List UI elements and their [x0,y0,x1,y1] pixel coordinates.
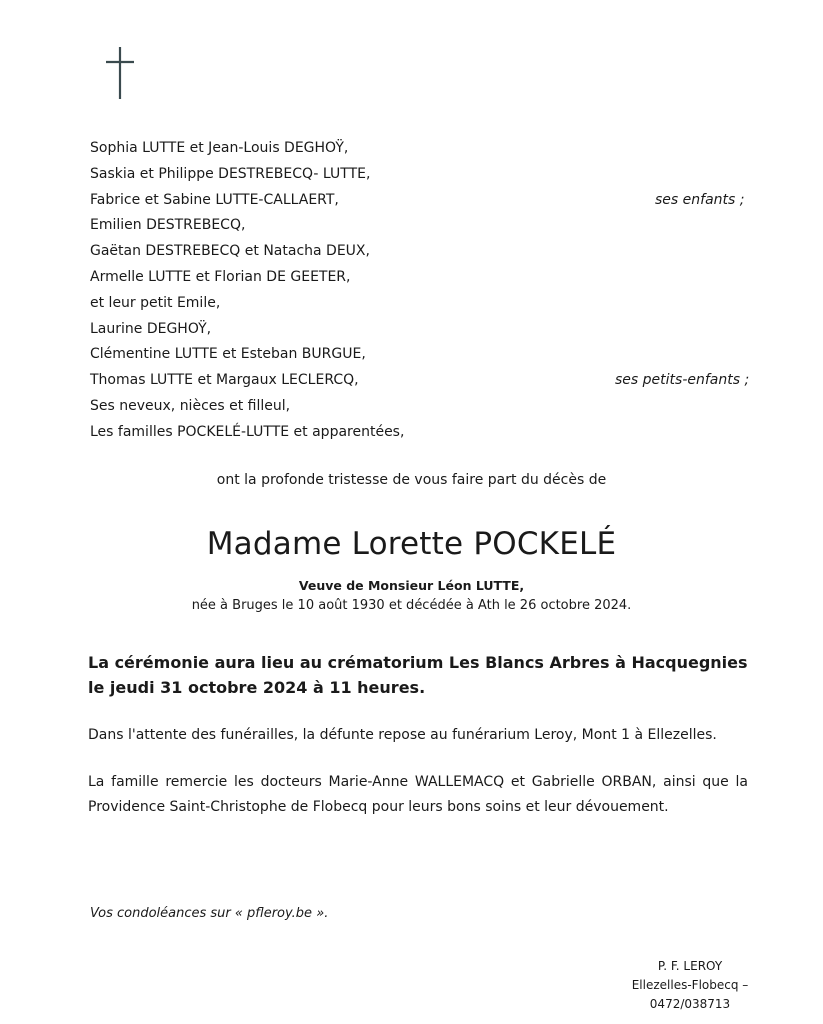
family-member [90,291,750,317]
thanks-paragraph: La famille remercie les docteurs Marie-Anne WALLEMACQ et Gabrielle ORBAN, ainsi que la Providence Saint-Christophe de Flobecq pour leurs bons soins et leur dévouement. [88,774,748,815]
family-member [90,136,750,162]
birth-death-dates: née à Bruges le 10 août 1930 et décédée à Ath le 26 octobre 2024. [191,598,632,613]
family-relation: ses petits-enfants ; [615,372,750,389]
family-member-name: Clémentine LUTTE et Esteban BURGUE, [90,346,366,363]
family-member [90,213,750,239]
funeral-home-contact: Ellezelles-Flobecq – 0472/038713 [631,978,749,1011]
family-relation: ses enfants ; [655,191,745,208]
family-member-name: Ses neveux, nièces et filleul, [90,397,291,414]
family-member-name: et leur petit Emile, [90,294,221,311]
family-member-name: Les familles POCKELÉ-LUTTE et apparentées, [90,423,405,440]
family-member [90,368,750,394]
deceased-name: Madame Lorette POCKELÉ [206,526,617,562]
family-member [90,420,750,446]
family-member [90,342,750,368]
funeral-home-block [600,957,780,1014]
ceremony-info: La cérémonie aura lieu au crématorium Les Blancs Arbres à Hacquegnies le jeudi 31 octobre 2024 à 11 heures. [88,653,748,697]
family-member-name: Gaëtan DESTREBECQ et Natacha DEUX, [90,243,370,260]
family-member [90,394,750,420]
family-member [90,162,750,188]
cross-icon [103,45,137,101]
repose-info: Dans l'attente des funérailles, la défunte repose au funérarium Leroy, Mont 1 à Ellezelles. [88,727,717,743]
family-member [90,317,750,343]
family-member-name: Sophia LUTTE et Jean-Louis DEGHOŸ, [90,140,349,156]
condolences-note: Vos condoléances sur « pfleroy.be ». [90,906,329,921]
funeral-home-name: P. F. LEROY [657,959,723,973]
family-member [90,188,750,214]
family-member-name: Armelle LUTTE et Florian DE GEETER, [90,268,351,285]
widow-line: Veuve de Monsieur Léon LUTTE, [298,578,525,593]
family-member-name: Thomas LUTTE et Margaux LECLERCQ, [90,372,359,389]
announcement-intro: ont la profonde tristesse de vous faire part du décès de [216,472,607,488]
family-member-name: Laurine DEGHOŸ, [90,320,212,337]
family-member [90,265,750,291]
family-member-name: Saskia et Philippe DESTREBECQ- LUTTE, [90,165,371,182]
family-member [90,239,750,265]
family-member-name: Emilien DESTREBECQ, [90,217,246,234]
family-member-name: Fabrice et Sabine LUTTE-CALLAERT, [90,191,339,208]
family-list [90,136,750,446]
